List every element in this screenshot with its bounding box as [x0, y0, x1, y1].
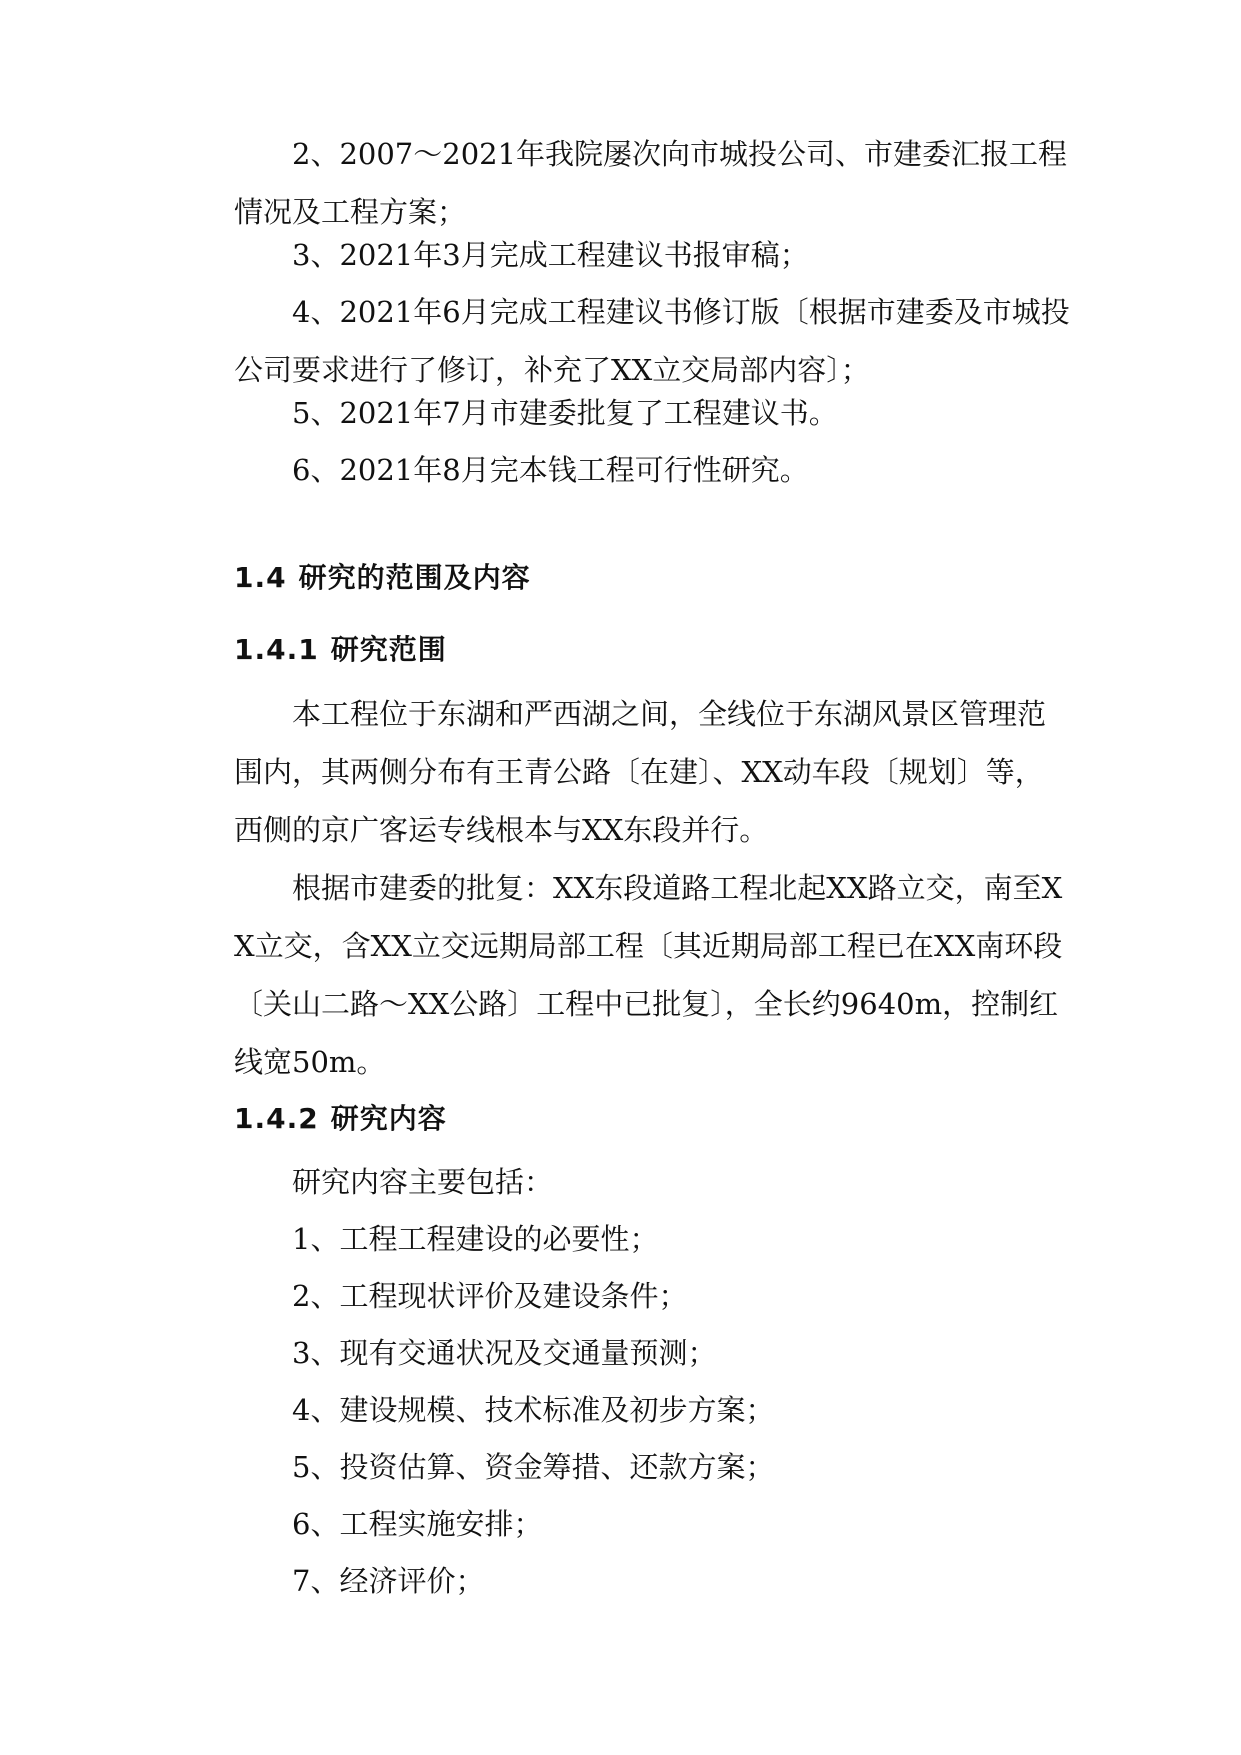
scope-paragraph-location: 本工程位于东湖和严西湖之间，全线位于东湖风景区管理范围内，其两侧分布有王青公路〔在建〕、XX动车段〔规划〕等，西侧的京广客运专线根本与XX东段并行。	[234, 697, 1047, 847]
paragraph-item-4: 4、2021年6月完成工程建议书修订版〔根据市建委及市城投公司要求进行了修订，补充了XX立交局部内容〕；	[234, 295, 1070, 387]
paragraph-item-5: 5、2021年7月市建委批复了工程建议书。	[292, 396, 838, 430]
list-item: 2、工程现状评价及建设条件；	[292, 1279, 688, 1313]
paragraph-item-2: 2、2007～2021年我院屡次向市城投公司、市建委汇报工程情况及工程方案；	[234, 137, 1068, 229]
section-number: 1.4.2	[234, 1102, 319, 1135]
content-intro: 研究内容主要包括：	[292, 1165, 554, 1199]
paragraph-item-3: 3、2021年3月完成工程建议书报审稿；	[292, 238, 809, 272]
section-heading-1-4	[234, 558, 1072, 598]
section-number: 1.4	[234, 561, 287, 594]
paragraph-item-6: 6、2021年8月完本钱工程可行性研究。	[292, 453, 809, 487]
section-title: 研究内容	[330, 1102, 447, 1135]
list-item: 7、经济评价；	[292, 1564, 485, 1598]
list-item: 1、工程工程建设的必要性；	[292, 1222, 659, 1256]
section-heading-1-4-2	[234, 1099, 1072, 1139]
section-heading-1-4-1	[234, 630, 1072, 670]
list-item: 4、建设规模、技术标准及初步方案；	[292, 1393, 775, 1427]
list-item: 6、工程实施安排；	[292, 1507, 543, 1541]
section-title: 研究范围	[330, 633, 447, 666]
section-title: 研究的范围及内容	[298, 561, 531, 594]
scope-paragraph-approval: 根据市建委的批复：XX东段道路工程北起XX路立交，南至XX立交，含XX立交远期局部工程〔其近期局部工程已在XX南环段〔关山二路～XX公路〕工程中已批复〕，全长约9640m，控制红线宽50m。	[234, 871, 1063, 1079]
list-item: 5、投资估算、资金筹措、还款方案；	[292, 1450, 775, 1484]
list-item: 3、现有交通状况及交通量预测；	[292, 1336, 717, 1370]
section-number: 1.4.1	[234, 633, 319, 666]
